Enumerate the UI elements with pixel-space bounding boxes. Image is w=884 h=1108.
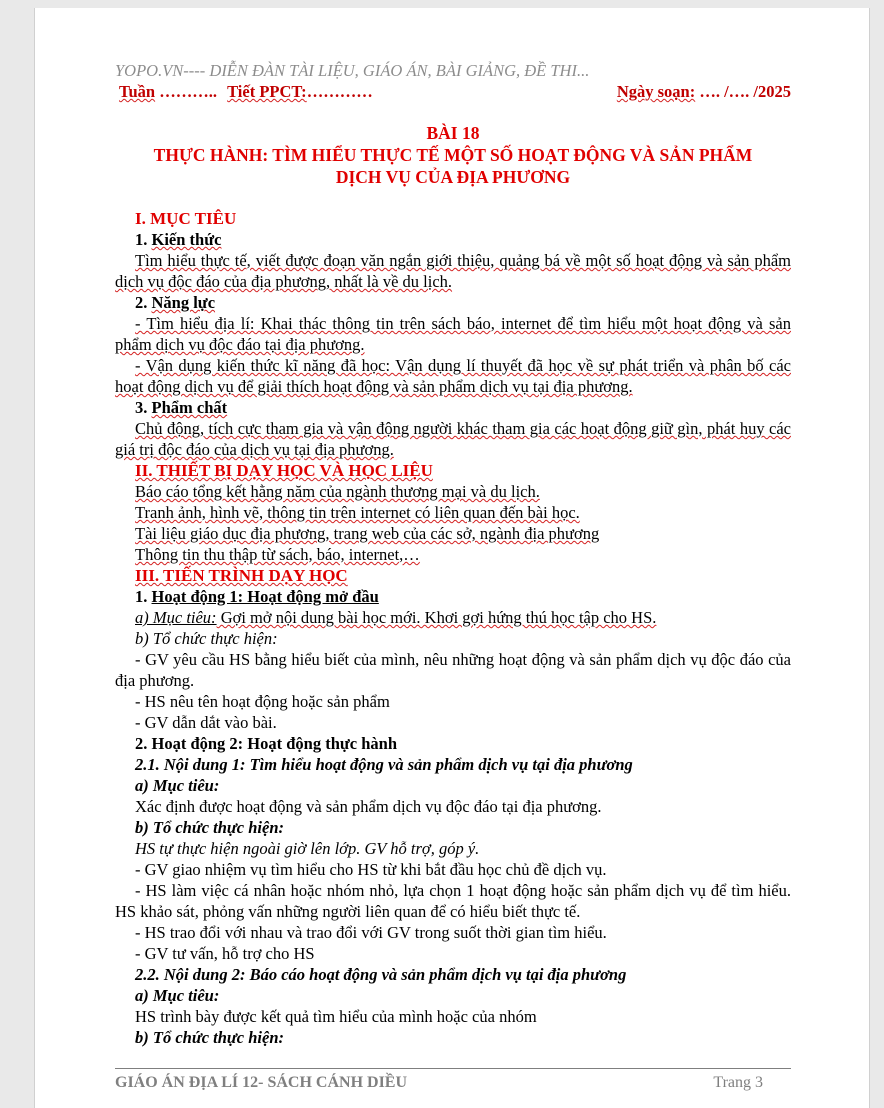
activity1-label: Hoạt động 1: Hoạt động mở đầu [151,587,379,606]
content1-step: - GV giao nhiệm vụ tìm hiểu cho HS từ khi bắt đầu học chủ đề dịch vụ. [135,860,607,879]
equipment-item [115,502,791,523]
lesson-title-line2: DỊCH VỤ CỦA ĐỊA PHƯƠNG [335,167,571,187]
quality-text [115,418,791,460]
quality-text-span: Chủ động, tích cực tham gia và vận động người khác tham gia các hoạt động giữ gìn, phát huy các giá trị độc đáo của dịch vụ tại địa phương. [115,419,791,459]
site-header: YOPO.VN---- DIỄN ĐÀN TÀI LIỆU, GIÁO ÁN, BÀI GIẢNG, ĐỀ THI... [115,61,590,80]
period-value: ………… [306,82,373,101]
footer-title: GIÁO ÁN ĐỊA LÍ 12- SÁCH CÁNH DIỀU [115,1074,408,1091]
section-process-heading [115,565,791,586]
date-field [617,82,791,102]
equipment-item-text: Tranh ảnh, hình vẽ, thông tin trên internet có liên quan đến bài học. [135,503,580,522]
activity2-heading: 2. Hoạt động 2: Hoạt động thực hành [135,734,398,753]
activity1-aim-label: a) Mục tiêu: [135,608,217,627]
equipment-item-text: Báo cáo tổng kết hằng năm của ngành thương mại và du lịch. [135,482,540,501]
content1-note: HS tự thực hiện ngoài giờ lên lớp. GV hỗ trợ, góp ý. [135,839,480,858]
content1-org-label: b) Tổ chức thực hiện: [135,818,285,837]
competence-num: 2. [135,293,148,312]
competence-item-2-text: - Vận dụng kiến thức kĩ năng đã học: Vận dụng lí thuyết đã học về sự phát triển và phân bố các hoạt động dịch vụ để giải thích hoạt động và sản phẩm dịch vụ tại địa phương. [115,356,791,396]
content1-step: - HS làm việc cá nhân hoặc nhóm nhỏ, lựa chọn 1 hoạt động hoặc sản phẩm dịch vụ để tìm hiểu. HS khảo sát, phỏng vấn những người liên quan để có hiểu biết thực tế. [115,881,791,921]
lesson-number: BÀI 18 [426,123,480,143]
activity1-step: - GV yêu cầu HS bằng hiểu biết của mình, nêu những hoạt động và sản phẩm dịch vụ độc đáo của địa phương. [115,650,791,690]
content2-heading: 2.2. Nội dung 2: Báo cáo hoạt động và sản phẩm dịch vụ tại địa phương [135,965,627,984]
equipment-item [115,481,791,502]
competence-item-1 [115,313,791,355]
competence-item-2 [115,355,791,397]
equipment-item-text: Tài liệu giáo dục địa phương, trang web của các sở, ngành địa phương [135,524,600,543]
quality-label: Phẩm chất [151,398,228,417]
equipment-item [115,544,791,565]
activity1-heading [115,586,791,607]
page-content [115,60,791,1048]
competence-item-1-text: - Tìm hiểu địa lí: Khai thác thông tin trên sách báo, internet để tìm hiểu một hoạt động và sản phẩm dịch vụ độc đáo tại địa phương. [115,314,791,354]
content1-step: - GV tư vấn, hỗ trợ cho HS [135,944,315,963]
content1-aim-label: a) Mục tiêu: [135,776,220,795]
week-value: ……….. [159,82,217,101]
section-equipment-heading [115,460,791,481]
page-footer [115,1068,791,1091]
content2-aim-label: a) Mục tiêu: [135,986,220,1005]
week-period [119,82,373,102]
activity1-step: - HS nêu tên hoạt động hoặc sản phẩm [135,692,390,711]
quality-num: 3. [135,398,148,417]
activity1-step: - GV dẫn dắt vào bài. [135,713,277,732]
knowledge-text [115,250,791,292]
section-objectives-heading: I. MỤC TIÊU [135,209,237,228]
knowledge-label: Kiến thức [151,230,222,249]
knowledge-heading [115,229,791,250]
content2-org-label: b) Tổ chức thực hiện: [135,1028,285,1047]
quality-heading [115,397,791,418]
content2-aim-text: HS trình bày được kết quả tìm hiểu của mình hoặc của nhóm [135,1007,537,1026]
week-label: Tuần [119,82,156,101]
page-number: Trang 3 [713,1074,763,1091]
activity1-num: 1. [135,587,148,606]
activity1-org-label: b) Tổ chức thực hiện: [135,629,278,648]
content1-heading: 2.1. Nội dung 1: Tìm hiểu hoạt động và sản phẩm dịch vụ tại địa phương [135,755,633,774]
content1-aim-text: Xác định được hoạt động và sản phẩm dịch vụ độc đáo tại địa phương. [135,797,602,816]
knowledge-text-span: Tìm hiểu thực tế, viết được đoạn văn ngắn giới thiệu, quảng bá về một số hoạt động và sản phẩm dịch vụ độc đáo của địa phương, nhất là về du lịch. [115,251,791,291]
date-value: …. /…. /2025 [699,82,791,101]
competence-heading [115,292,791,313]
equipment-item [115,523,791,544]
activity1-aim-text: Gợi mở nội dung bài học mới. Khơi gợi hứng thú học tập cho HS. [216,608,657,627]
process-heading-text: III. TIẾN TRÌNH DẠY HỌC [135,566,348,585]
period-label: Tiết PPCT: [227,82,307,101]
equipment-heading-text: II. THIẾT BỊ DẠY HỌC VÀ HỌC LIỆU [135,461,433,480]
meta-line [115,82,791,104]
activity1-aim [115,607,791,628]
equipment-item-text: Thông tin thu thập từ sách, báo, internet,… [135,545,420,564]
knowledge-num: 1. [135,230,148,249]
date-label: Ngày soạn: [616,82,696,101]
lesson-title-line1: THỰC HÀNH: TÌM HIỂU THỰC TẾ MỘT SỐ HOẠT ĐỘNG VÀ SẢN PHẨM [153,145,753,165]
document-page [34,8,870,1108]
competence-label: Năng lực [151,293,216,312]
content1-step: - HS trao đổi với nhau và trao đổi với GV trong suốt thời gian tìm hiểu. [135,923,607,942]
